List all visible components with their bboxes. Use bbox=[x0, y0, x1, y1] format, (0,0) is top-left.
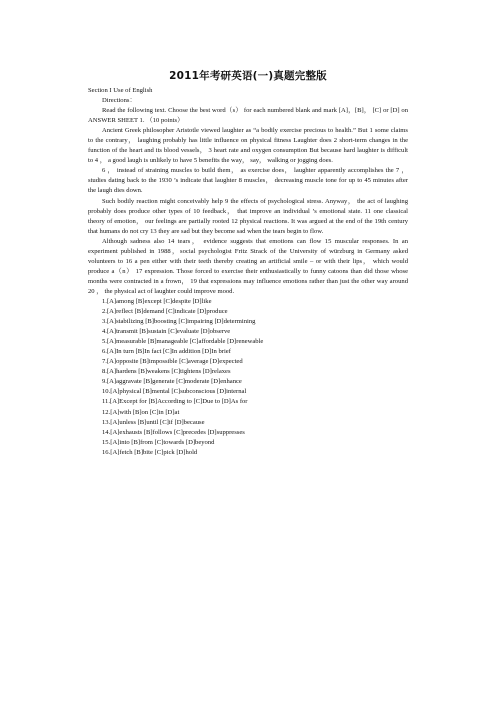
option-line: 13.[A]unless [B]until [C]if [D]because bbox=[102, 418, 205, 426]
passage-paragraph: Ancient Greek philosopher Aristotle viewed laughter as “a bodily exercise precious to health.” But 1 some claims to the contrary， laughing probably has little influence on physical fitness Laughter does 2 short-term changes in the function of the heart and its blood vessels， 3 heart rate and oxygen consumption But because hard laughter is difficult to 4 ， a good laugh is unlikely to have 5 benefits the way， say， walking or jogging does. bbox=[88, 127, 408, 165]
option-line: 3.[A]stabilizing [B]boosting [C]impairing [D]determining bbox=[102, 318, 256, 326]
answer-options-list bbox=[88, 297, 408, 458]
option-line: 2.[A]reflect [B]demand [C]indicate [D]produce bbox=[102, 308, 228, 316]
option-line: 9.[A]aggravate [B]generate [C]moderate [D]enhance bbox=[102, 378, 242, 386]
section-heading: Section I Use of English bbox=[88, 87, 153, 94]
option-line: 10.[A]physical [B]mental [C]subconscious [D]internal bbox=[102, 388, 247, 396]
option-line: 5.[A]measurable [B]manageable [C]affordable [D]renewable bbox=[102, 338, 264, 346]
document-title: 2011年考研英语(一)真题完整版 bbox=[169, 70, 327, 82]
option-line: 16.[A]fetch [B]bite [C]pick [D]hold bbox=[102, 448, 198, 456]
passage-paragraph: Although sadness also 14 tears， evidence suggests that emotions can flow 15 muscular responses. In an experiment published in 1988，social psychologist Fritz Strack of the University of würzburg in Germany asked volunteers to 16 a pen either with their teeth thereby creating an artificial smile – or with their lips， which would produce a（n） 17 expression. Those forced to exercise their enthusiastically to funny catoons than did those whose months were contracted in a frown， 19 that expressions may influence emotions rather than just the other way around 20 ， the physical act of laughter could improve mood. bbox=[88, 237, 408, 295]
option-line: 11.[A]Except for [B]According to [C]Due to [D]As for bbox=[102, 398, 248, 406]
option-line: 12.[A]with [B]on [C]in [D]at bbox=[102, 408, 180, 416]
option-line: 7.[A]opposite [B]impossible [C]average [D]expected bbox=[102, 358, 243, 366]
option-line: 15.[A]into [B]from [C]towards [D]beyond bbox=[102, 438, 215, 446]
directions-label: Directions： bbox=[102, 97, 137, 105]
option-line: 14.[A]exhausts [B]follows [C]precedes [D]suppresses bbox=[102, 428, 245, 436]
option-line: 1.[A]among [B]except [C]despite [D]like bbox=[102, 297, 212, 305]
option-line: 8.[A]hardens [B]weakens [C]tightens [D]relaxes bbox=[102, 368, 231, 376]
document-body bbox=[88, 86, 408, 458]
passage-paragraph: Such bodily reaction might conceivably help 9 the effects of psychological stress. Anyway， the act of laughing probably does produce other types of 10 feedback， that improve an individual ’s emotional state. 11 one classical theory of emotion， our feelings are partially rooted 12 physical reactions. It was argued at the end of the 19th century that humans do not cry 13 they are sad but they become sad when the tears begin to flow. bbox=[88, 197, 408, 235]
option-line: 6.[A]In turn [B]In fact [C]In addition [D]In brief bbox=[102, 348, 231, 356]
option-line: 4.[A]transmit [B]sustain [C]evaluate [D]observe bbox=[102, 328, 231, 336]
directions-text: Read the following text. Choose the best word（s） for each numbered blank and mark [A]，[B]， [C] or [D] on ANSWER SHEET 1. （10 points） bbox=[88, 107, 408, 125]
passage-paragraph: 6 ， instead of straining muscles to build them， as exercise does， laughter apparently accomplishes the 7 ， studies dating back to the 1930 ’s indicate that laughter 8 muscles， decreasing muscle tone for up to 45 minutes after the laugh dies down. bbox=[88, 167, 408, 195]
